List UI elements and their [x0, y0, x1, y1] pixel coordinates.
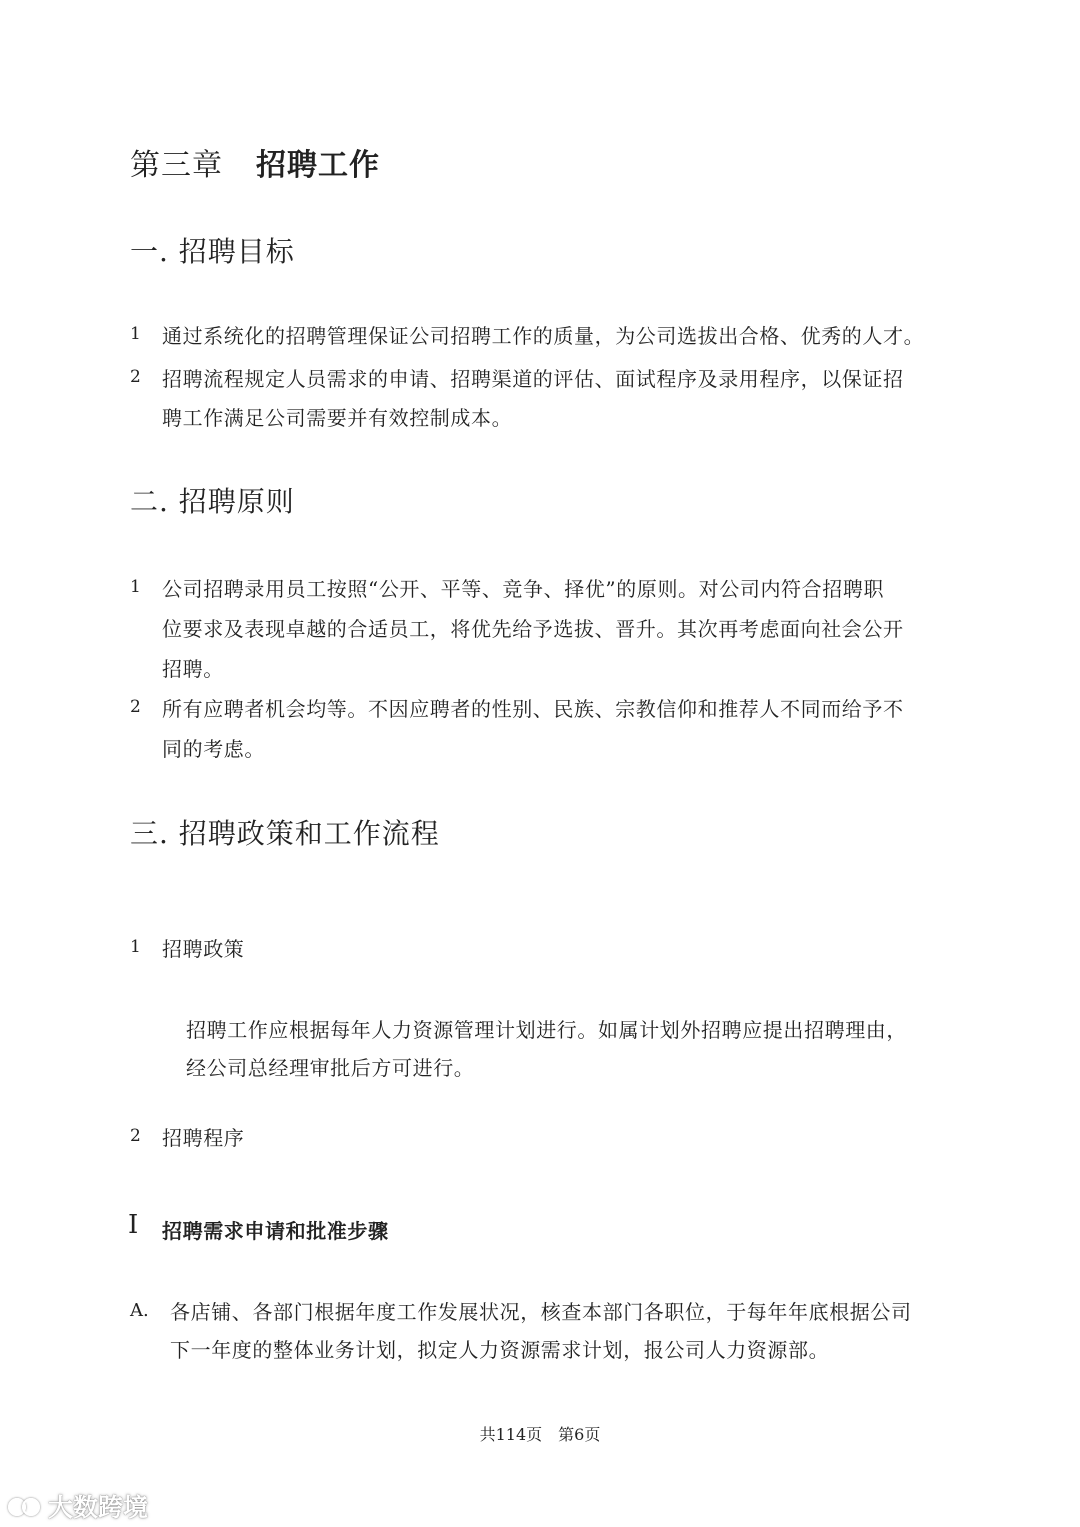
section-2-title: 二. 招聘原则: [130, 485, 295, 518]
list-item-line: 位要求及表现卓越的合适员工，将优先给予选拔、晋升。其次再考虑面向社会公开: [162, 617, 904, 641]
policy-text-line: 经公司总经理审批后方可进行。: [186, 1056, 475, 1080]
list-item-line: 通过系统化的招聘管理保证公司招聘工作的质量，为公司选拔出合格、优秀的人才。: [162, 324, 925, 348]
watermark: [8, 1488, 148, 1524]
list-item-line: 同的考虑。: [162, 737, 265, 761]
list-item-line: 招聘。: [162, 657, 224, 681]
list-number: 1: [130, 324, 141, 344]
list-item-line: 所有应聘者机会均等。不因应聘者的性别、民族、宗教信仰和推荐人不同而给予不: [162, 697, 904, 721]
procedure-title: 招聘程序: [162, 1126, 245, 1150]
list-number: 1: [130, 937, 141, 957]
chapter-label: 第三章: [130, 148, 223, 183]
page-footer: 共114页 第6页: [479, 1425, 601, 1444]
list-number: 2: [130, 1126, 141, 1146]
list-item-line: 聘工作满足公司需要并有效控制成本。: [162, 406, 513, 430]
list-number: 2: [130, 697, 141, 717]
infinity-logo-icon: [8, 1494, 42, 1518]
step-number: I: [128, 1210, 139, 1240]
list-number: 2: [130, 367, 141, 387]
step-text-line: 各店铺、各部门根据年度工作发展状况，核查本部门各职位，于每年年底根据公司: [170, 1300, 912, 1324]
section-1-title: 一. 招聘目标: [130, 235, 295, 268]
step-text-line: 下一年度的整体业务计划，拟定人力资源需求计划，报公司人力资源部。: [170, 1338, 830, 1362]
policy-title: 招聘政策: [162, 937, 245, 961]
policy-text-line: 招聘工作应根据每年人力资源管理计划进行。如属计划外招聘应提出招聘理由，: [186, 1018, 907, 1042]
step-title: 招聘需求申请和批准步骤: [162, 1219, 389, 1243]
watermark-text: 大数跨境: [48, 1493, 149, 1522]
list-number: 1: [130, 577, 141, 597]
chapter-heading: [130, 140, 380, 184]
step-letter: A.: [130, 1300, 149, 1321]
chapter-title: 招聘工作: [256, 148, 380, 183]
list-item-line: 公司招聘录用员工按照“公开、平等、竞争、择优”的原则。对公司内符合招聘职: [162, 577, 885, 601]
list-item-line: 招聘流程规定人员需求的申请、招聘渠道的评估、面试程序及录用程序，以保证招: [162, 367, 904, 391]
section-3-title: 三. 招聘政策和工作流程: [130, 817, 440, 850]
